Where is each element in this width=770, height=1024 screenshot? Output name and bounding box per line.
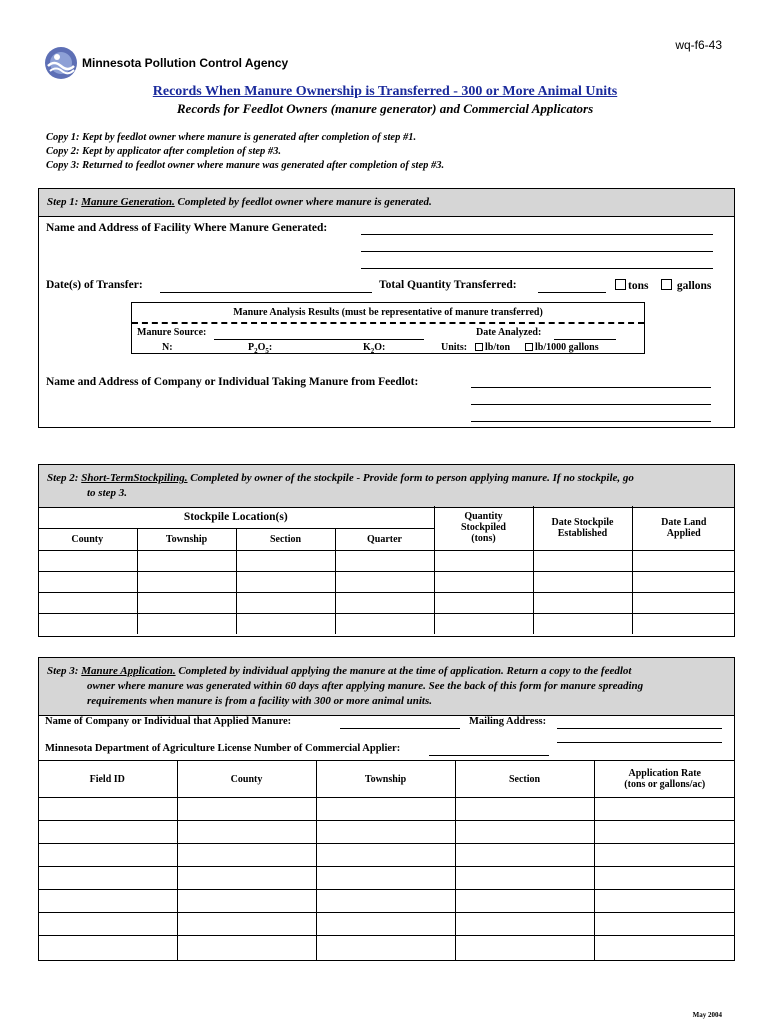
date-land-applied-header: Date Land Applied bbox=[632, 506, 735, 550]
manure-analysis-title: Manure Analysis Results (must be representative of manure transferred) bbox=[233, 307, 543, 318]
mailing-address-label: Mailing Address: bbox=[469, 716, 547, 727]
unit-lb-ton-option[interactable]: lb/ton bbox=[475, 342, 510, 353]
field-id-column-header: Field ID bbox=[38, 761, 177, 798]
section-column-header: Section bbox=[236, 528, 335, 550]
total-quantity-field[interactable] bbox=[538, 292, 606, 293]
table-row bbox=[38, 613, 735, 634]
tons-checkbox[interactable] bbox=[615, 279, 626, 290]
footer-date: May 2004 bbox=[692, 1011, 722, 1019]
step1-heading-link: Manure Generation. bbox=[81, 196, 175, 208]
manure-analysis-box bbox=[131, 302, 645, 354]
facility-name-line[interactable] bbox=[361, 234, 713, 235]
table-row bbox=[38, 844, 735, 867]
step1-heading: Step 1: Manure Generation. Completed by feedlot owner where manure is generated. bbox=[39, 189, 734, 217]
copy-2-text: Copy 2: Kept by applicator after completion of step #3. bbox=[46, 146, 282, 157]
step2-heading: Step 2: Short-TermStockpiling. Completed by owner of the stockpile - Provide form to person applying manure. If no stockpile, go to step 3. bbox=[39, 465, 734, 508]
step2-heading-link: Short-TermStockpiling. bbox=[81, 472, 188, 484]
tons-option[interactable]: tons bbox=[615, 279, 648, 292]
date-analyzed-label: Date Analyzed: bbox=[476, 327, 542, 338]
county-column-header: County bbox=[177, 761, 316, 798]
dates-of-transfer-field[interactable] bbox=[160, 292, 372, 293]
manure-source-label: Manure Source: bbox=[137, 327, 207, 338]
stockpile-location-header: Stockpile Location(s) bbox=[38, 506, 434, 528]
gallons-checkbox[interactable] bbox=[661, 279, 672, 290]
company-address-line-1[interactable] bbox=[471, 404, 711, 405]
dates-of-transfer-label: Date(s) of Transfer: bbox=[46, 279, 143, 291]
table-row bbox=[38, 936, 735, 960]
step3-heading: Step 3: Manure Application. Completed by individual applying the manure at the time of application. Return a copy to the feedlot owner where manure was generated within 60 days after applying manure. See the back of this form for manure spreading requirements when manure is from a facility with 300 or more animal units. bbox=[39, 658, 734, 716]
step3-section bbox=[38, 657, 735, 961]
copy-1-text: Copy 1: Kept by feedlot owner where manure is generated after completion of step #1. bbox=[46, 132, 417, 143]
phosphorus-label: $P_2O_5$: bbox=[248, 342, 273, 355]
analysis-divider bbox=[132, 322, 644, 324]
mailing-address-line-2[interactable] bbox=[557, 742, 722, 743]
unit-lb-1000-gallons-checkbox[interactable] bbox=[525, 343, 533, 351]
potassium-label: $K_2O$: bbox=[363, 342, 386, 355]
company-name-line[interactable] bbox=[471, 387, 711, 388]
manure-source-field[interactable] bbox=[214, 339, 424, 340]
gallons-option[interactable]: gallons bbox=[661, 279, 711, 292]
section-column-header: Section bbox=[455, 761, 594, 798]
form-subtitle: Records for Feedlot Owners (manure generator) and Commercial Applicators bbox=[176, 101, 594, 116]
application-rate-header: Application Rate (tons or gallons/ac) bbox=[594, 761, 735, 798]
company-taking-manure-label: Name and Address of Company or Individual Taking Manure from Feedlot: bbox=[46, 376, 419, 388]
township-column-header: Township bbox=[316, 761, 455, 798]
facility-address-line-2[interactable] bbox=[361, 268, 713, 269]
facility-address-line-1[interactable] bbox=[361, 251, 713, 252]
quantity-stockpiled-header: Quantity Stockpiled (tons) bbox=[434, 506, 533, 550]
agency-logo-icon bbox=[44, 46, 78, 80]
applied-by-label: Name of Company or Individual that Applied Manure: bbox=[45, 716, 292, 727]
total-quantity-label: Total Quantity Transferred: bbox=[379, 279, 517, 291]
unit-lb-ton-checkbox[interactable] bbox=[475, 343, 483, 351]
date-analyzed-field[interactable] bbox=[554, 339, 616, 340]
agency-name: Minnesota Pollution Control Agency bbox=[82, 56, 289, 70]
license-number-field[interactable] bbox=[429, 755, 549, 756]
copies-instructions bbox=[46, 131, 444, 173]
table-row bbox=[38, 571, 735, 592]
table-row bbox=[38, 867, 735, 890]
stockpile-table bbox=[38, 506, 735, 634]
phosphorus-field[interactable] bbox=[281, 353, 321, 354]
application-table bbox=[38, 760, 735, 960]
date-stockpile-established-header: Date Stockpile Established bbox=[533, 506, 632, 550]
quarter-column-header: Quarter bbox=[335, 528, 434, 550]
license-number-label: Minnesota Department of Agriculture License Number of Commercial Applier: bbox=[45, 743, 401, 754]
form-title: Records When Manure Ownership is Transferred - 300 or More Animal Units bbox=[152, 84, 618, 99]
company-address-line-2[interactable] bbox=[471, 421, 711, 422]
table-row bbox=[38, 913, 735, 936]
facility-label: Name and Address of Facility Where Manure Generated: bbox=[46, 222, 328, 234]
table-row bbox=[38, 798, 735, 821]
mailing-address-line-1[interactable] bbox=[557, 728, 722, 729]
township-column-header: Township bbox=[137, 528, 236, 550]
table-row bbox=[38, 821, 735, 844]
units-label: Units: bbox=[441, 342, 468, 353]
step2-section bbox=[38, 464, 735, 637]
potassium-field[interactable] bbox=[391, 353, 431, 354]
unit-lb-1000-gallons-option[interactable]: lb/1000 gallons bbox=[525, 342, 599, 353]
table-row bbox=[38, 890, 735, 913]
table-row bbox=[38, 550, 735, 571]
applied-by-field[interactable] bbox=[340, 728, 460, 729]
step1-section bbox=[38, 188, 735, 428]
nitrogen-field[interactable] bbox=[176, 353, 216, 354]
table-row bbox=[38, 592, 735, 613]
county-column-header: County bbox=[38, 528, 137, 550]
step3-heading-link: Manure Application. bbox=[81, 665, 176, 677]
copy-3-text: Copy 3: Returned to feedlot owner where manure was generated after completion of step #3. bbox=[46, 160, 445, 171]
nitrogen-label: N: bbox=[162, 342, 173, 353]
form-id: wq-f6-43 bbox=[675, 38, 722, 52]
